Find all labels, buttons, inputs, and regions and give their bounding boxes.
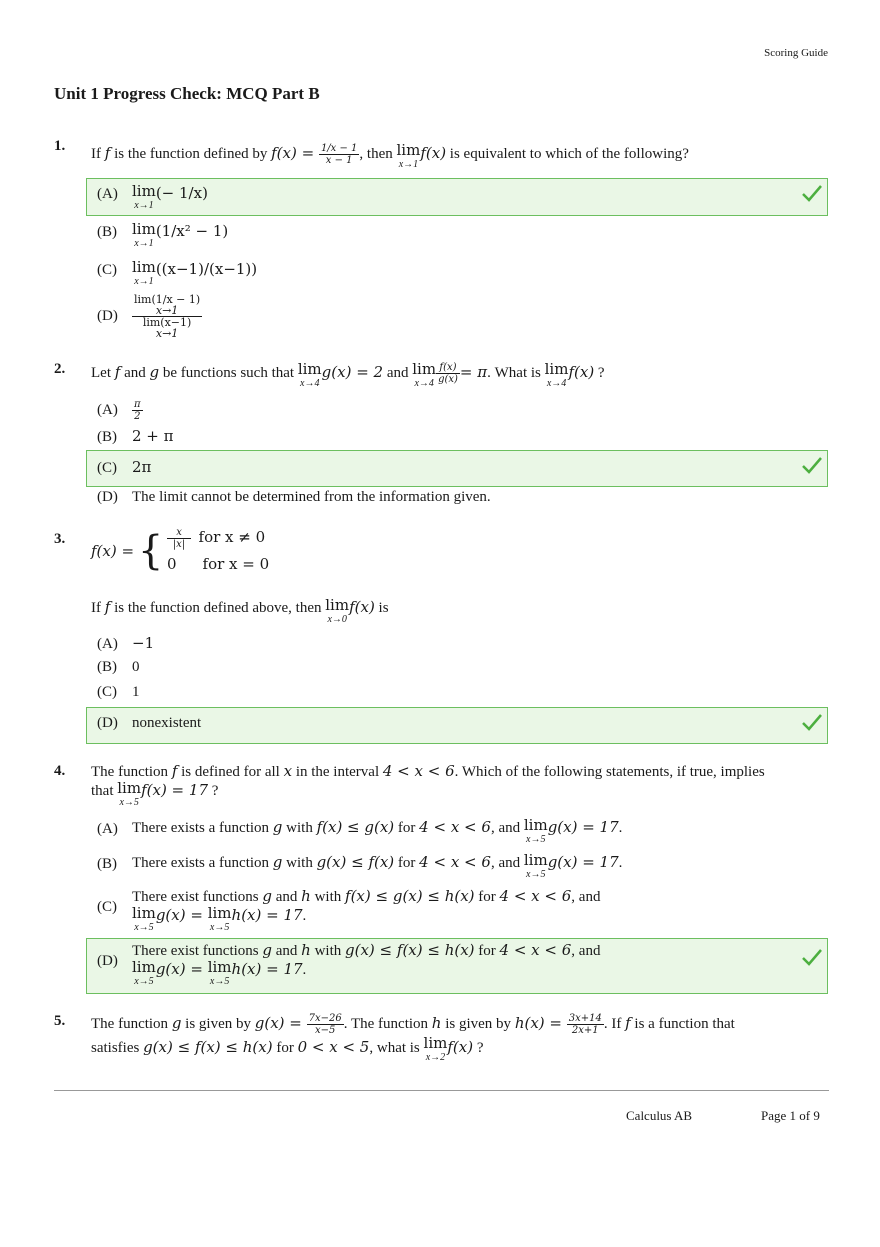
- question-1-number: 1.: [54, 138, 66, 154]
- checkmark-icon: [801, 455, 823, 475]
- q4-option-c[interactable]: (C)There exist functions g and h with f(x) ≤ g(x) ≤ h(x) for 4 < x < 6, and lim x→5 g(x) = lim x→5 h(x) = 17.: [97, 887, 601, 933]
- question-3-text: If f is the function defined above, then lim x→0 f(x) is: [91, 596, 389, 625]
- question-3-number: 3.: [54, 531, 66, 547]
- question-4-text: The function f is defined for all x in the interval 4 < x < 6. Which of the following statements, if true, implies that lim x→5 f(x) = 17 ?: [91, 762, 765, 808]
- q3-option-d[interactable]: (D) nonexistent: [97, 715, 202, 731]
- q3-piecewise-function: f(x) = { $\frac{x}{|x|}$ for x ≠ 0 0 for x = 0: [91, 527, 270, 574]
- q1-option-b[interactable]: (B) lim x→1 (1/x² − 1): [97, 220, 229, 249]
- scoring-guide-label: Scoring Guide: [764, 47, 828, 59]
- q2-option-b[interactable]: (B) 2 + π: [97, 427, 174, 445]
- q1-option-c[interactable]: (C) lim x→1 ((x−1)/(x−1)): [97, 258, 258, 287]
- question-4-number: 4.: [54, 763, 66, 779]
- q3-option-a[interactable]: (A) −1: [97, 634, 155, 652]
- q4-option-a[interactable]: (A) There exists a function g with f(x) ≤ g(x) for 4 < x < 6, and lim x→5 g(x) = 17.: [97, 816, 623, 845]
- question-5-number: 5.: [54, 1013, 66, 1029]
- question-5-text: The function g is given by g(x) = $\frac{7x-26}{x-5}$ . The function h is given by h(x) = $\frac{3x+14}{2x+1}$ . If f is a function that satisfies g(x) ≤ f(x) ≤ h(x) for 0 < x < 5, what is lim x→2 f(x) ?: [91, 1013, 735, 1064]
- question-2-number: 2.: [54, 361, 66, 377]
- footer-divider: [54, 1090, 829, 1091]
- q2-option-c[interactable]: (C) 2π: [97, 458, 152, 476]
- question-1-text: If f is the function defined by f(x) = $\frac{1/x - 1}{x - 1}$ , then lim x→1 f(x) is equivalent to which of the following?: [91, 141, 689, 170]
- q4-option-b[interactable]: (B) There exists a function g with g(x) ≤ f(x) for 4 < x < 6, and lim x→5 g(x) = 17.: [97, 851, 623, 880]
- checkmark-icon: [801, 183, 823, 203]
- page-title: Unit 1 Progress Check: MCQ Part B: [54, 84, 320, 103]
- q3-option-c[interactable]: (C) 1: [97, 684, 140, 700]
- q3-option-b[interactable]: (B) 0: [97, 659, 140, 675]
- question-2-text: Let f and g be functions such that lim x→4 g(x) = 2 and lim x→4 $\frac{f(x)}{g(x)}$ = π. What is lim x→4 f(x) ?: [91, 360, 605, 389]
- q2-option-a[interactable]: (A) $\frac{\pi}{2}$: [97, 399, 141, 422]
- footer-page-number: Page 1 of 9: [761, 1108, 820, 1123]
- correct-answer-highlight: [86, 450, 828, 487]
- q2-option-d[interactable]: (D) The limit cannot be determined from the information given.: [97, 489, 491, 505]
- checkmark-icon: [801, 712, 823, 732]
- q1-option-d[interactable]: (D) lim(1/x − 1) x→1 lim(x−1) x→1: [97, 293, 201, 340]
- q1-option-a[interactable]: (A) lim x→1 (− 1/x): [97, 182, 208, 211]
- checkmark-icon: [801, 947, 823, 967]
- q1-fraction: $\frac{1/x - 1}{x - 1}$: [320, 143, 358, 166]
- footer-course: Calculus AB: [626, 1108, 693, 1123]
- q4-option-d[interactable]: (D)There exist functions g and h with g(x) ≤ f(x) ≤ h(x) for 4 < x < 6, and lim x→5 g(x) = lim x→5 h(x) = 17.: [97, 941, 601, 987]
